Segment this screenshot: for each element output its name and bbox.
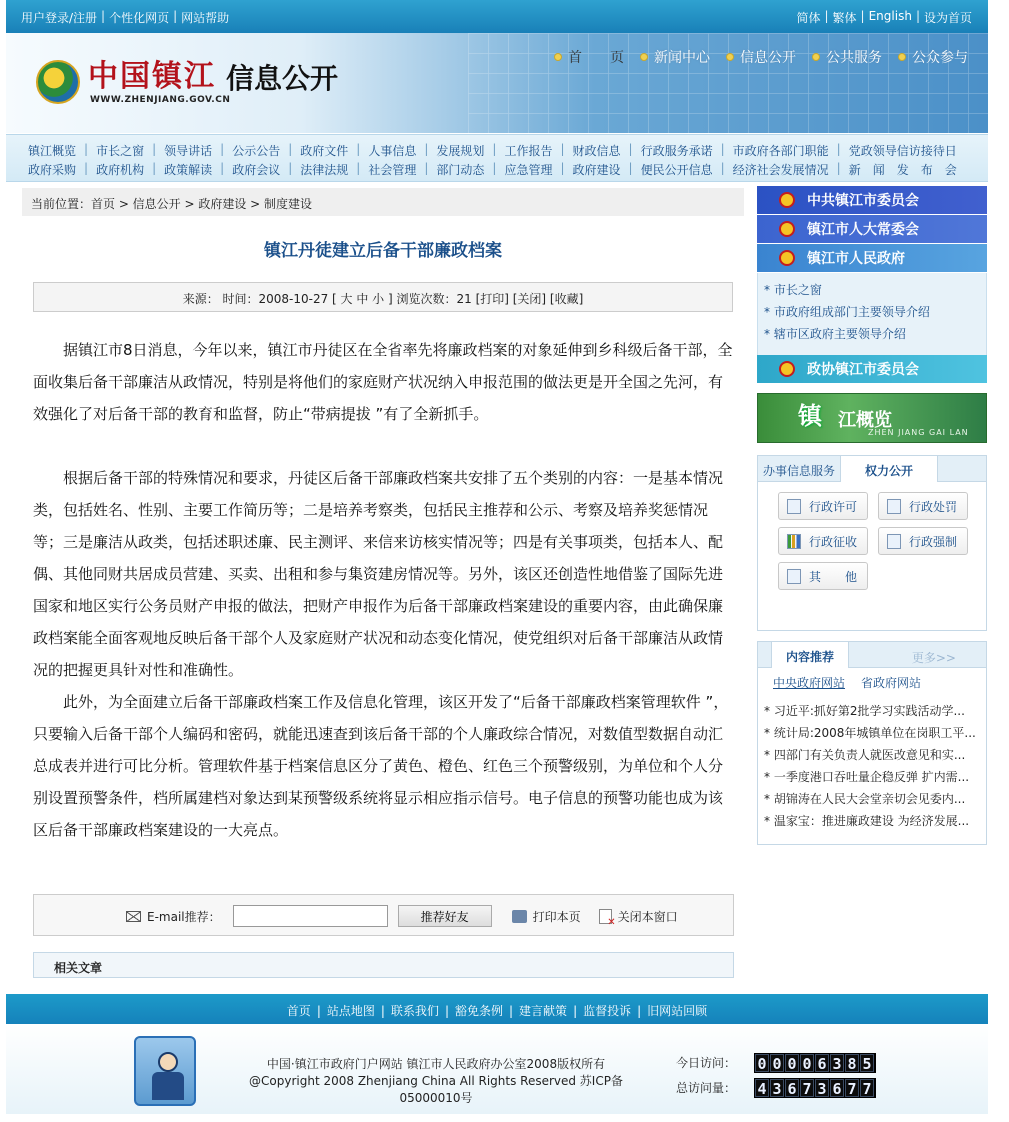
separator: | bbox=[84, 161, 89, 175]
sub-nav-item[interactable]: 工作报告 bbox=[504, 144, 553, 158]
separator: | bbox=[836, 161, 841, 175]
main-nav bbox=[554, 47, 968, 67]
separator: | bbox=[720, 142, 725, 156]
separator: | bbox=[860, 9, 865, 23]
sub-nav-item[interactable]: 应急管理 bbox=[504, 163, 553, 177]
footer-nav-item[interactable]: 旧网站回顾 bbox=[647, 1004, 708, 1018]
list-item[interactable]: * 一季度港口吞吐量企稳反弹 扩内需... bbox=[764, 770, 970, 784]
top-right-link-2[interactable]: English bbox=[868, 9, 912, 23]
counter-digit: 0 bbox=[800, 1054, 814, 1072]
separator: | bbox=[573, 1004, 578, 1018]
total-visits-counter bbox=[754, 1078, 876, 1098]
counter-digit: 3 bbox=[830, 1054, 844, 1072]
main-nav-item-1[interactable]: 新闻中心 bbox=[640, 47, 710, 67]
copyright-line-1: 中国·镇江市政府门户网站 镇江市人民政府办公室2008版权所有 bbox=[266, 1057, 606, 1071]
counter-digit: 6 bbox=[815, 1054, 829, 1072]
paragraph-1: 据镇江市8日消息，今年以来，镇江市丹徒区在全省率先将廉政档案的对象延伸到乡科级后备干部，全面收集后备干部廉洁从政情况，特别是将他们的家庭财产状况纳入申报范围的做法更是开全国之先河，有效强化了对后备干部的教育和监督，防止“带病提拔 ”有了全新抓手。 bbox=[33, 341, 733, 423]
sub-nav-item[interactable]: 镇江概览 bbox=[28, 144, 77, 158]
footer-nav-item[interactable]: 联系我们 bbox=[390, 1004, 439, 1018]
close-window-link[interactable]: 关闭本窗口 bbox=[617, 909, 678, 924]
org-link-peoples-congress[interactable]: 镇江市人大常委会 bbox=[757, 215, 987, 243]
print-link[interactable]: 打印本页 bbox=[532, 909, 581, 924]
mail-icon bbox=[126, 911, 141, 922]
copyright-line-2: @Copyright 2008 Zhenjiang China All Rights Reserved 苏ICP备05000010号 bbox=[249, 1074, 623, 1105]
link-district-leaders[interactable]: * 辖市区政府主要领导介绍 bbox=[764, 327, 906, 341]
paragraph-3: 此外，为全面建立后备干部廉政档案工作及信息化管理，该区开发了“后备干部廉政档案管理软件 ”，只要输入后备干部个人编码和密码，就能迅速查到该后备干部的个人廉政综合情况，对数值型数据自动汇总成表并进行可比分析。管理软件基于档案信息区分了黄色、橙色、红色三个预警级别，为单位和个人分别设置预警条件，档所属建档对象达到某预警级系统将显示相应指示信号。电子信息的预警功能也成为该区后备干部廉政档案建设的一大亮点。 bbox=[33, 693, 729, 839]
separator: | bbox=[836, 142, 841, 156]
police-guard-icon[interactable] bbox=[134, 1036, 196, 1106]
sub-nav-item[interactable]: 政府建设 bbox=[572, 163, 621, 177]
separator: | bbox=[356, 142, 361, 156]
separator: | bbox=[424, 161, 429, 175]
separator: | bbox=[720, 161, 725, 175]
section-title: 信息公开 bbox=[226, 62, 339, 95]
today-visits-counter bbox=[754, 1053, 876, 1073]
list-item[interactable]: * 温家宝：推进廉政建设 为经济发展... bbox=[764, 814, 970, 828]
overview-big-char: 镇 bbox=[798, 401, 822, 430]
main-nav-item-0[interactable]: 首 页 bbox=[554, 47, 624, 67]
separator: | bbox=[560, 142, 565, 156]
org-link-government[interactable]: 镇江市人民政府 bbox=[757, 244, 987, 272]
counter-digit: 6 bbox=[785, 1079, 799, 1097]
separator: | bbox=[288, 142, 293, 156]
sub-nav-item[interactable]: 党政领导信访接待日 bbox=[848, 144, 957, 158]
footer-nav-item[interactable]: 建言献策 bbox=[519, 1004, 568, 1018]
breadcrumb: 当前位置：首页 > 信息公开 > 政府建设 > 制度建设 bbox=[22, 188, 744, 216]
org-link-cppcc[interactable]: 政协镇江市委员会 bbox=[757, 355, 987, 383]
footer-nav-item[interactable]: 豁免条例 bbox=[454, 1004, 503, 1018]
bullet-icon bbox=[554, 53, 562, 61]
top-right-link-0[interactable]: 简体 bbox=[796, 11, 821, 25]
list-item[interactable]: * 统计局:2008年城镇单位在岗职工平... bbox=[764, 726, 976, 740]
bullet-icon bbox=[640, 53, 648, 61]
top-link-0[interactable]: 用户登录/注册 bbox=[21, 11, 98, 25]
visit-counters bbox=[676, 1050, 876, 1100]
overview-text: 江概览 bbox=[838, 410, 892, 431]
overview-pinyin: ZHEN JIANG GAI LAN bbox=[868, 428, 969, 437]
tab-content-recommend[interactable]: 内容推荐 bbox=[771, 641, 849, 668]
article-meta: 来源： 时间：2008-10-27 [ 大 中 小 ] 浏览次数：21 [打印] [关闭] [收藏] bbox=[33, 282, 733, 312]
separator: | bbox=[380, 1004, 385, 1018]
page-icon bbox=[787, 569, 801, 584]
sub-nav-item[interactable]: 发展规划 bbox=[436, 144, 485, 158]
paragraph-2: 根据后备干部的特殊情况和要求，丹徒区后备干部廉政档案共安排了五个类别的内容：一是基本情况类，包括姓名、性别、主要工作简历等；二是培养考察类，包括民主推荐和公示、考察及培养奖惩情况等；三是廉洁从政类，包括述职述廉、民主测评、来信来访核实情况等；四是有关事项类，包括本人、配偶、其他同财共居成员营建、买卖、出租和参与集资建房情况等。另外，该区还创造性地借鉴了国际先进国家和地区实行公务员财产申报的做法，把财产申报作为后备干部廉政档案建设的重要内容，由此确保廉政档案能全面客观地反映后备干部个人及家庭财产状况和动态变化情况，使党组织对后备干部廉洁从政情况的把握更具针对性和准确性。 bbox=[33, 469, 724, 679]
article-title: 镇江丹徒建立后备干部廉政档案 bbox=[264, 241, 502, 261]
today-visits-label: 今日访问： bbox=[676, 1056, 737, 1070]
top-utility-bar bbox=[6, 0, 988, 33]
separator: | bbox=[220, 161, 225, 175]
recommend-friend-button[interactable]: 推荐好友 bbox=[398, 905, 492, 927]
tab-provincial-gov-sites[interactable]: 省政府网站 bbox=[861, 676, 922, 690]
top-right-links bbox=[796, 9, 972, 26]
footer-nav-item[interactable]: 监督投诉 bbox=[583, 1004, 632, 1018]
email-label: E-mail推荐： bbox=[147, 909, 221, 924]
separator: | bbox=[560, 161, 565, 175]
link-department-leaders[interactable]: * 市政府组成部门主要领导介绍 bbox=[764, 305, 930, 319]
top-right-link-1[interactable]: 繁体 bbox=[832, 11, 857, 25]
counter-digit: 8 bbox=[845, 1054, 859, 1072]
separator: | bbox=[101, 9, 106, 23]
top-link-1[interactable]: 个性化网页 bbox=[109, 11, 170, 25]
top-left-links bbox=[21, 9, 229, 26]
sub-nav-item[interactable]: 人事信息 bbox=[368, 144, 417, 158]
footer-nav bbox=[6, 994, 988, 1024]
government-sub-links bbox=[757, 273, 987, 355]
separator: | bbox=[84, 142, 89, 156]
sub-nav-item[interactable]: 便民公开信息 bbox=[640, 163, 713, 177]
separator: | bbox=[444, 1004, 449, 1018]
separator: | bbox=[316, 1004, 321, 1018]
separator: | bbox=[173, 9, 178, 23]
logo-url: WWW.ZHENJIANG.GOV.CN bbox=[90, 95, 231, 105]
cppcc-emblem-icon bbox=[779, 361, 795, 377]
administrative-levy-button[interactable]: 行政征收 bbox=[778, 527, 868, 555]
more-link[interactable]: 更多>> bbox=[911, 651, 956, 665]
banner bbox=[6, 33, 988, 133]
sub-nav-item[interactable]: 市长之窗 bbox=[96, 144, 145, 158]
news-list bbox=[764, 700, 979, 832]
other-button[interactable]: 其 他 bbox=[778, 562, 868, 590]
footer-nav-item[interactable]: 首页 bbox=[286, 1004, 311, 1018]
logo-emblem-icon bbox=[36, 60, 80, 104]
article-body bbox=[33, 334, 733, 846]
counter-digit: 7 bbox=[800, 1079, 814, 1097]
sub-nav-item[interactable]: 政府会议 bbox=[232, 163, 281, 177]
separator: | bbox=[152, 142, 157, 156]
sub-nav-row-2 bbox=[28, 161, 957, 178]
org-link-party-committee[interactable]: 中共镇江市委员会 bbox=[757, 186, 987, 214]
page bbox=[6, 0, 988, 1122]
counter-digit: 0 bbox=[755, 1054, 769, 1072]
sub-nav-item[interactable]: 政策解读 bbox=[164, 163, 213, 177]
separator: | bbox=[628, 161, 633, 175]
counter-digit: 6 bbox=[830, 1079, 844, 1097]
sub-nav-item[interactable]: 行政服务承诺 bbox=[640, 144, 713, 158]
sub-nav-item[interactable]: 市政府各部门职能 bbox=[732, 144, 829, 158]
list-item[interactable]: * 习近平:抓好第2批学习实践活动学... bbox=[764, 704, 965, 718]
separator: | bbox=[637, 1004, 642, 1018]
close-window-icon[interactable] bbox=[599, 909, 612, 924]
sub-nav-item[interactable]: 政府文件 bbox=[300, 144, 349, 158]
administrative-enforcement-button[interactable]: 行政强制 bbox=[878, 527, 968, 555]
main-nav-item-4[interactable]: 公众参与 bbox=[898, 47, 968, 67]
service-panel bbox=[757, 455, 987, 631]
book-icon bbox=[887, 499, 901, 514]
top-link-2[interactable]: 网站帮助 bbox=[181, 11, 230, 25]
national-emblem-icon bbox=[779, 250, 795, 266]
bullet-icon bbox=[726, 53, 734, 61]
sub-nav-item[interactable]: 公示公告 bbox=[232, 144, 281, 158]
footer bbox=[6, 1024, 988, 1114]
main-nav-item-2[interactable]: 信息公开 bbox=[726, 47, 796, 67]
sub-nav-item[interactable]: 政府机构 bbox=[96, 163, 145, 177]
document-icon bbox=[787, 499, 801, 514]
sub-nav-item[interactable]: 领导讲话 bbox=[164, 144, 213, 158]
total-visits-label: 总访问量： bbox=[676, 1081, 737, 1095]
separator: | bbox=[492, 142, 497, 156]
logo-text[interactable]: 中国镇江 bbox=[88, 59, 216, 94]
bullet-icon bbox=[812, 53, 820, 61]
tab-service-info[interactable]: 办事信息服务 bbox=[763, 464, 836, 478]
separator: | bbox=[915, 9, 920, 23]
administrative-license-button[interactable]: 行政许可 bbox=[778, 492, 868, 520]
content-recommend-panel bbox=[757, 641, 987, 845]
separator: | bbox=[492, 161, 497, 175]
copyright bbox=[246, 1056, 626, 1107]
email-input[interactable] bbox=[233, 905, 388, 927]
tab-power-disclosure[interactable]: 权力公开 bbox=[840, 455, 938, 482]
national-emblem-icon bbox=[779, 221, 795, 237]
separator: | bbox=[509, 1004, 514, 1018]
separator: | bbox=[152, 161, 157, 175]
sub-nav-item[interactable]: 新 闻 发 布 会 bbox=[848, 163, 957, 177]
counter-digit: 4 bbox=[755, 1079, 769, 1097]
link-mayor-window[interactable]: * 市长之窗 bbox=[764, 283, 822, 297]
counter-digit: 0 bbox=[785, 1054, 799, 1072]
party-emblem-icon bbox=[779, 192, 795, 208]
counter-digit: 7 bbox=[845, 1079, 859, 1097]
separator: | bbox=[628, 142, 633, 156]
print-icon[interactable] bbox=[512, 910, 527, 923]
counter-digit: 0 bbox=[770, 1054, 784, 1072]
sub-nav-row-1 bbox=[28, 142, 957, 159]
administrative-penalty-button[interactable]: 行政处罚 bbox=[878, 492, 968, 520]
counter-digit: 5 bbox=[860, 1054, 874, 1072]
counter-digit: 3 bbox=[815, 1079, 829, 1097]
main-nav-item-3[interactable]: 公共服务 bbox=[812, 47, 882, 67]
zhenjiang-overview-banner[interactable] bbox=[757, 393, 987, 443]
separator: | bbox=[356, 161, 361, 175]
footer-nav-item[interactable]: 站点地图 bbox=[326, 1004, 375, 1018]
counter-digit: 7 bbox=[860, 1079, 874, 1097]
sidebar bbox=[757, 186, 987, 845]
separator: | bbox=[288, 161, 293, 175]
separator: | bbox=[824, 9, 829, 23]
top-right-link-3[interactable]: 设为首页 bbox=[923, 11, 972, 25]
related-articles-header: 相关文章 bbox=[33, 952, 734, 978]
sub-nav-item[interactable]: 政府采购 bbox=[28, 163, 77, 177]
sub-nav-item[interactable]: 法律法规 bbox=[300, 163, 349, 177]
sub-nav-item[interactable]: 经济社会发展情况 bbox=[732, 163, 829, 177]
list-item[interactable]: * 胡锦涛在人民大会堂亲切会见委内... bbox=[764, 792, 966, 806]
list-item[interactable]: * 四部门有关负责人就医改意见和实... bbox=[764, 748, 966, 762]
sub-nav bbox=[6, 134, 988, 182]
sub-nav-item[interactable]: 部门动态 bbox=[436, 163, 485, 177]
separator: | bbox=[220, 142, 225, 156]
tab-central-gov-sites[interactable]: 中央政府网站 bbox=[773, 676, 846, 690]
sub-nav-item[interactable]: 社会管理 bbox=[368, 163, 417, 177]
grid-icon bbox=[887, 534, 901, 549]
bullet-icon bbox=[898, 53, 906, 61]
recommend-bar bbox=[33, 894, 734, 936]
sub-nav-item[interactable]: 财政信息 bbox=[572, 144, 621, 158]
bar-chart-icon bbox=[787, 534, 801, 549]
separator: | bbox=[424, 142, 429, 156]
counter-digit: 3 bbox=[770, 1079, 784, 1097]
